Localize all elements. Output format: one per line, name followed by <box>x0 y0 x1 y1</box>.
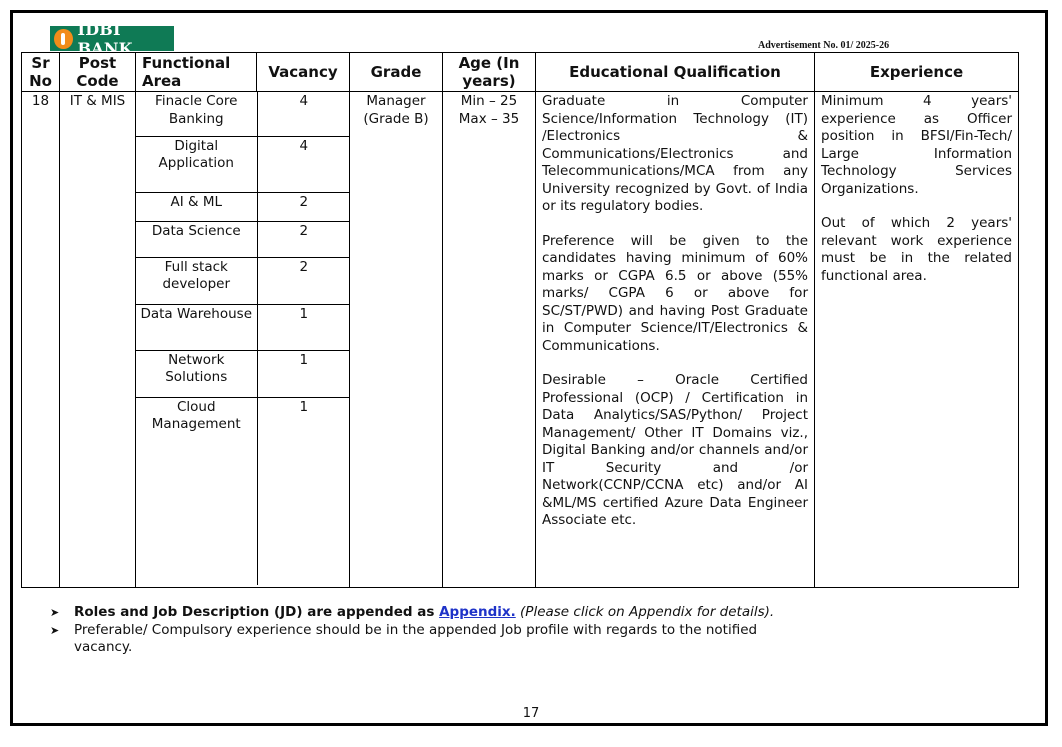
qualification-paragraph: Desirable – Oracle Certified Professional (OCP) / Certification in Data Analytics/SAS/Python/ Project Management/ Other IT Domains viz., Digital Banking and/or channels and/or IT Security and /or Network(CCNP/CCNA etc) and/or AI &ML/MS certified Azure Data Engineer Associate etc. <box>542 372 808 528</box>
functional-area: AI & ML <box>136 192 257 221</box>
advertisement-number: Advertisement No. 01/ 2025-26 <box>758 40 890 51</box>
col-header-grade: Grade <box>350 53 443 92</box>
list-item <box>136 192 350 221</box>
bank-logo <box>50 19 174 58</box>
qualification-cell <box>536 92 815 588</box>
functional-area: Data Warehouse <box>136 304 257 350</box>
col-header-post-code: Post Code <box>60 53 136 92</box>
col-header-age: Age (In years) <box>443 53 536 92</box>
functional-area-vacancy-cell <box>136 92 350 588</box>
page-number: 17 <box>522 706 540 721</box>
functional-area: Cloud Management <box>136 397 257 585</box>
vacancy-count: 2 <box>257 257 350 304</box>
vacancy-count: 1 <box>257 304 350 350</box>
functional-area: Network Solutions <box>136 350 257 397</box>
vacancy-count: 2 <box>257 221 350 257</box>
note-italic-text: (Please click on Appendix for details). <box>515 604 775 620</box>
list-item <box>136 92 350 136</box>
functional-area: Finacle Core Banking <box>136 92 257 136</box>
functional-area: Digital Application <box>136 136 257 192</box>
post-code-cell: IT & MIS <box>60 92 136 588</box>
list-item <box>136 350 350 397</box>
qualification-paragraph: Preference will be given to the candidates having minimum of 60% marks or CGPA 6.5 or above (55% marks/ CGPA 6 or above for SC/ST/PWD) and having Post Graduate in Computer Science/IT/Electronics & Communications. <box>542 232 808 354</box>
notes-list <box>50 604 810 657</box>
col-header-functional-area: Functional Area <box>136 53 257 92</box>
functional-area: Full stack developer <box>136 257 257 304</box>
functional-area-table <box>136 92 350 585</box>
list-item <box>136 257 350 304</box>
age-max: Max – 35 <box>458 110 520 127</box>
idbi-logo-icon <box>54 29 73 49</box>
list-item <box>136 304 350 350</box>
list-item <box>50 604 810 622</box>
arrow-bullet-icon: ➤ <box>50 623 60 637</box>
grade-cell: Manager (Grade B) <box>350 92 443 588</box>
functional-area: Data Science <box>136 221 257 257</box>
list-item <box>136 397 350 585</box>
vacancy-count: 2 <box>257 192 350 221</box>
vacancy-count: 4 <box>257 136 350 192</box>
experience-paragraph: Out of which 2 years' relevant work experience must be in the related functional area. <box>821 215 1012 284</box>
vacancy-count: 4 <box>257 92 350 136</box>
list-item <box>50 622 810 657</box>
experience-cell <box>815 92 1019 588</box>
qualification-paragraph: Graduate in Computer Science/Information Technology (IT) /Electronics & Communications/Electronics and Telecommunications/MCA from any University recognized by Govt. of India or its regulatory bodies. <box>542 93 808 214</box>
list-item <box>136 221 350 257</box>
vacancy-count: 1 <box>299 398 309 415</box>
experience-paragraph: Minimum 4 years' experience as Officer position in BFSI/Fin-Tech/ Large Information Technology Services Organizations. <box>821 93 1012 197</box>
sr-no-cell: 18 <box>22 92 60 588</box>
vacancy-table <box>21 52 1019 588</box>
col-header-experience: Experience <box>815 53 1019 92</box>
list-item <box>136 136 350 192</box>
note-bold-text: Roles and Job Description (JD) are appended as <box>74 604 440 620</box>
arrow-bullet-icon: ➤ <box>50 606 60 619</box>
col-header-vacancy: Vacancy <box>257 53 350 92</box>
col-header-qualification: Educational Qualification <box>536 53 815 92</box>
col-header-sr-no: Sr No <box>22 53 60 92</box>
age-min: Min – 25 <box>460 93 518 109</box>
vacancy-count: 1 <box>257 350 350 397</box>
table-header-row <box>22 53 1019 92</box>
appendix-link[interactable]: Appendix. <box>439 604 516 620</box>
note-text: Preferable/ Compulsory experience should be in the appended Job profile with regards to the notified vacancy. <box>74 621 758 655</box>
bank-name: IDBI BANK <box>77 19 133 58</box>
note-text <box>74 604 774 622</box>
table-row <box>22 92 1019 588</box>
age-cell <box>443 92 536 588</box>
